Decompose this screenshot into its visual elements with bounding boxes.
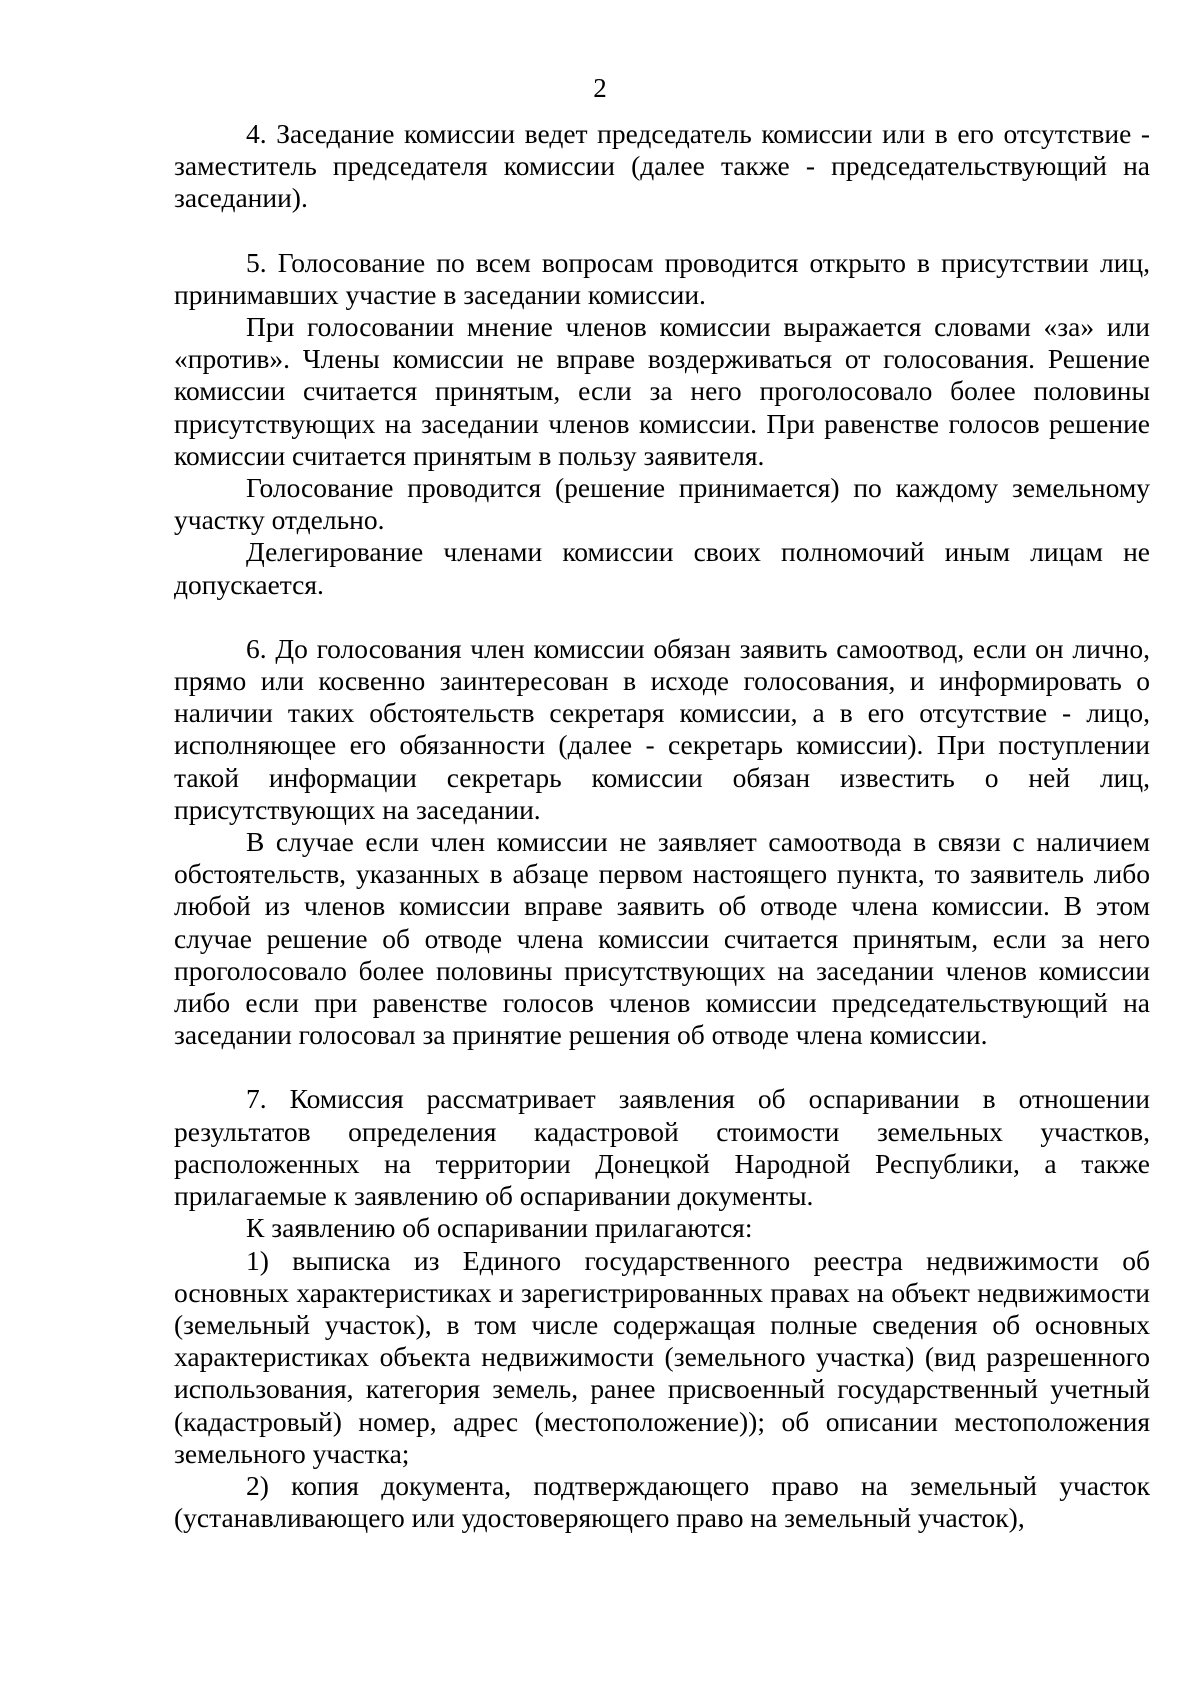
paragraph: 4. Заседание комиссии ведет председатель комиссии или в его отсутствие - заместитель председателя комиссии (далее также - председательствующий на заседании). [174,118,1150,214]
paragraph: 6. До голосования член комиссии обязан заявить самоотвод, если он лично, прямо или косвенно заинтересован в исходе голосования, и информировать о наличии таких обстоятельств секретаря комиссии, а в его отсутствие - лицо, исполняющее его обязанности (далее - секретарь комиссии). При поступлении такой информации секретарь комиссии обязан известить о ней лиц, присутствующих на заседании. [174,632,1150,825]
paragraph: К заявлению об оспаривании прилагаются: [246,1212,753,1244]
section-item-6 [174,633,1150,1052]
paragraph: 1) выписка из Единого государственного реестра недвижимости об основных характеристиках и зарегистрированных правах на объект недвижимости (земельный участок), в том числе содержащая полные сведения об основных характеристиках объекта недвижимости (земельного участка) (вид разрешенного использования, категория земель, ранее присвоенный государственный учетный (кадастровый) номер, адрес (местоположение)); об описании местоположения земельного участка; [174,1244,1150,1469]
section-item-7 [174,1083,1150,1534]
paragraph: 5. Голосование по всем вопросам проводится открыто в присутствии лиц, принимавших участие в заседании комиссии. [174,246,1150,310]
paragraph: Делегирование членами комиссии своих полномочий иным лицам не допускается. [174,536,1150,600]
paragraph: 2) копия документа, подтверждающего право на земельный участок (устанавливающего или удостоверяющего право на земельный участок), [174,1469,1150,1534]
document-body [174,118,1150,1534]
paragraph: При голосовании мнение членов комиссии выражается словами «за» или «против». Члены комиссии не вправе воздерживаться от голосования. Решение комиссии считается принятым, если за него проголосовало более половины присутствующих на заседании членов комиссии. При равенстве голосов решение комиссии считается принятым в пользу заявителя. [174,311,1150,471]
section-item-5 [174,247,1150,601]
paragraph: В случае если член комиссии не заявляет самоотвода в связи с наличием обстоятельств, указанных в абзаце первом настоящего пункта, то заявитель либо любой из членов комиссии вправе заявить об отводе члена комиссии. В этом случае решение об отводе члена комиссии считается принятым, если за него проголосовало более половины присутствующих на заседании членов комиссии либо если при равенстве голосов членов комиссии председательствующий на заседании голосовал за принятие решения об отводе члена комиссии. [174,826,1150,1051]
page-number: 2 [593,73,607,103]
section-item-4 [174,118,1150,215]
paragraph: Голосование проводится (решение принимается) по каждому земельному участку отдельно. [174,472,1150,536]
paragraph: 7. Комиссия рассматривает заявления об оспаривании в отношении результатов определения кадастровой стоимости земельных участков, расположенных на территории Донецкой Народной Республики, а также прилагаемые к заявлению об оспаривании документы. [174,1083,1150,1212]
